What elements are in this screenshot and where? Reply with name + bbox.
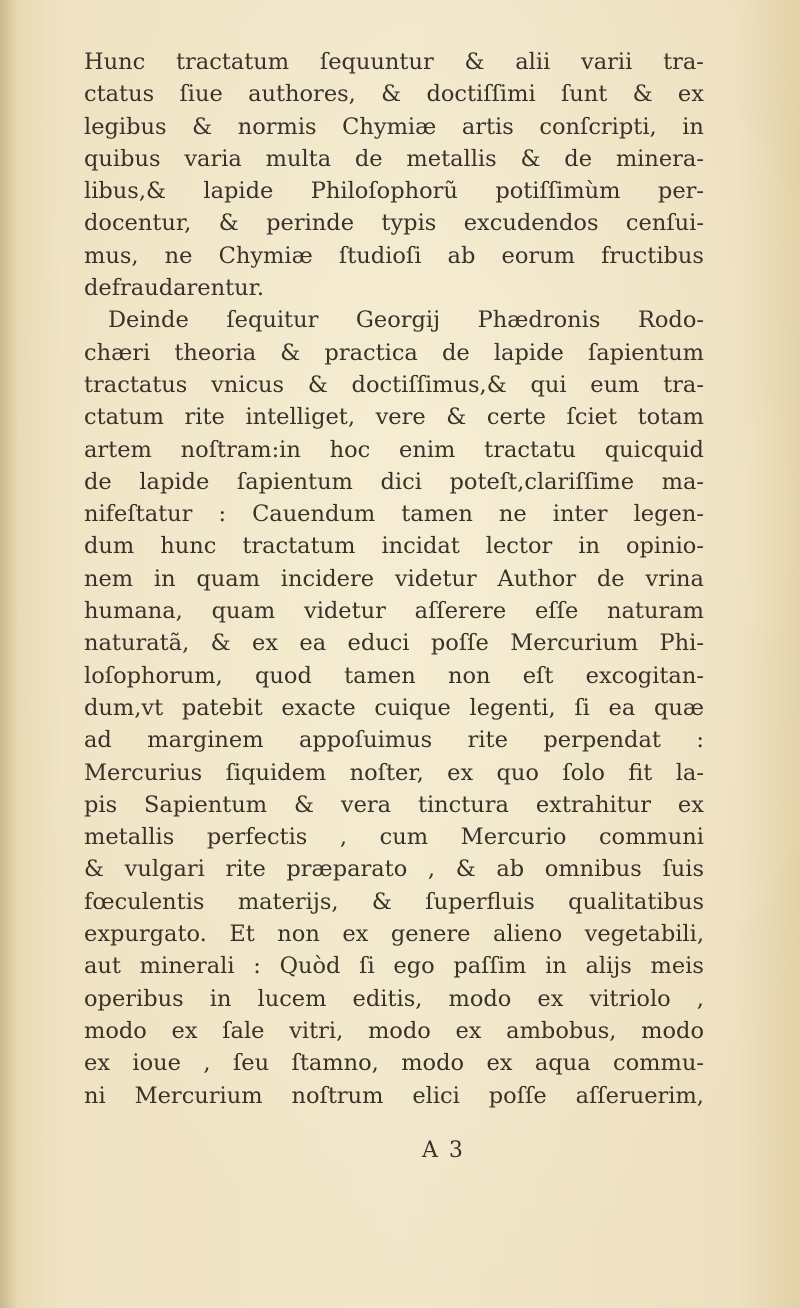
text-line: expurgato. Et non ex genere alieno vegetabili, [84, 921, 704, 948]
text-line: pis Sapientum & vera tinctura extrahitur ex [84, 791, 704, 818]
text-line: naturatã, & ex ea educi poſſe Mercurium Phi- [84, 630, 704, 657]
text-line: nem in quam incidere videtur Author de vrina [84, 565, 704, 592]
text-line: dum,vt patebit exacte cuique legenti, ſi ea quæ [84, 694, 704, 721]
page-gutter-shadow [0, 0, 18, 1308]
text-line: & vulgari rite præparato , & ab omnibus ſuis [84, 856, 704, 883]
text-line: quibus varia multa de metallis & de minera- [84, 145, 704, 172]
text-line: nifeſtatur : Cauendum tamen ne inter legen- [84, 501, 704, 528]
text-line: loſophorum, quod tamen non eſt excogitan- [84, 662, 704, 689]
text-line: tractatus vnicus & doctiſſimus,& qui eum tra- [84, 371, 704, 398]
text-line: Hunc tractatum ſequuntur & alii varii tra- [84, 49, 704, 75]
text-line: artem noſtram:in hoc enim tractatu quicquid [84, 436, 704, 463]
signature-mark: A 3 [422, 1138, 465, 1163]
text-line: ctatum rite intelliget, vere & certe ſciet totam [84, 404, 704, 431]
text-line: Mercurius ſiquidem noſter, ex quo ſolo fit la- [84, 759, 704, 786]
text-line: aut minerali : Quòd ſi ego paſſim in alijs meis [84, 953, 704, 980]
text-line: chæri theoria & practica de lapide ſapientum [84, 339, 704, 366]
body-text [84, 46, 704, 1112]
text-line: dum hunc tractatum incidat lector in opinio- [84, 533, 704, 560]
text-line: ni Mercurium noſtrum elici poſſe aſſeruerim, [84, 1082, 704, 1109]
text-line: fœculentis materijs, & ſuperfluis qualitatibus [84, 888, 704, 915]
text-line: de lapide ſapientum dici poteſt,clariſſime ma- [84, 468, 704, 495]
text-line: legibus & normis Chymiæ artis conſcripti, in [84, 113, 704, 140]
text-line: operibus in lucem editis, modo ex vitriolo , [84, 985, 704, 1012]
text-line: ad marginem appoſuimus rite perpendat : [84, 727, 704, 754]
text-line: docentur, & perinde typis excudendos cenſui- [84, 210, 704, 237]
text-line: defraudarentur. [84, 275, 265, 302]
text-line: ctatus ſiue authores, & doctiſſimi ſunt & ex [84, 81, 704, 108]
text-line: humana, quam videtur aſſerere eſſe naturam [84, 598, 704, 625]
text-line: ex ioue , ſeu ſtamno, modo ex aqua commu- [84, 1050, 704, 1077]
text-line: metallis perfectis , cum Mercurio communi [84, 824, 704, 851]
text-line: libus,& lapide Philoſophorũ potiſſimùm per- [84, 178, 704, 205]
text-line: modo ex ſale vitri, modo ex ambobus, modo [84, 1017, 704, 1044]
text-line: Deinde ſequitur Georgij Phædronis Rodo- [108, 307, 704, 334]
text-line: mus, ne Chymiæ ſtudioſi ab eorum fructibus [84, 242, 704, 269]
